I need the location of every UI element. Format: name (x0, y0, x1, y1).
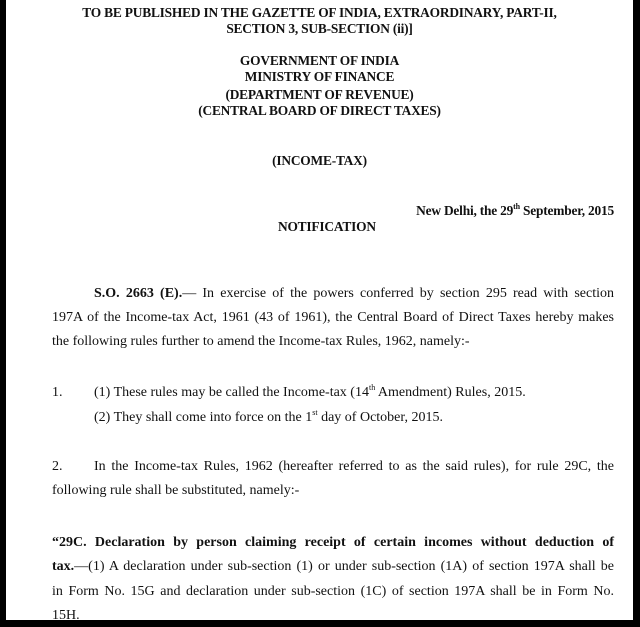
date-sup: th (513, 202, 520, 211)
item1-sub2-suffix: day of October, 2015. (317, 410, 443, 425)
gazette-heading-line2: SECTION 3, SUB-SECTION (ii)] (226, 21, 413, 36)
date-text-suffix: September, 2015 (519, 203, 614, 218)
rule29c-heading: “29C. Declaration by person claiming receipt of certain incomes without deduction of (52, 535, 614, 550)
item1-sub2-text: (2) They shall come into force on the 1 (94, 410, 313, 425)
rule29c-heading-end: tax. (52, 559, 75, 574)
document-page (6, 0, 633, 620)
notification-title: NOTIFICATION (278, 219, 376, 234)
item2-number: 2. (52, 459, 63, 474)
department-title: (DEPARTMENT OF REVENUE) (225, 87, 414, 102)
preamble-text: — In exercise of the powers conferred by section 295 read with section (182, 286, 614, 301)
date-text: New Delhi, the 29 (416, 203, 514, 218)
preamble-line2: 197A of the Income-tax Act, 1961 (43 of 1961), the Central Board of Direct Taxes hereby makes (52, 310, 614, 325)
gazette-heading-line1: TO BE PUBLISHED IN THE GAZETTE OF INDIA, EXTRAORDINARY, PART-II, (82, 5, 557, 20)
item1-sub1 (94, 385, 526, 401)
so-number: S.O. 2663 (E). (94, 286, 183, 301)
item1-number: 1. (52, 385, 63, 400)
board-title: (CENTRAL BOARD OF DIRECT TAXES) (198, 103, 441, 118)
item1-sub2 (94, 410, 443, 426)
preamble-line1 (94, 286, 614, 302)
item1-sub1-suffix: Amendment) Rules, 2015. (375, 385, 526, 400)
preamble-line3: the following rules further to amend the Income-tax Rules, 1962, namely:- (52, 334, 470, 349)
rule29c-text: —(1) A declaration under sub-section (1) or under sub-section (1A) of section 197A shall be (74, 559, 614, 574)
item1-sub1-sup: th (368, 383, 376, 392)
rule29c-line3: in Form No. 15G and declaration under sub-section (1C) of section 197A shall be in Form No. (52, 584, 614, 599)
rule29c-line2 (52, 559, 614, 575)
item2-line1: In the Income-tax Rules, 1962 (hereafter referred to as the said rules), for rule 29C, the (94, 459, 614, 474)
subject-title: (INCOME-TAX) (272, 153, 367, 168)
place-date (416, 203, 614, 219)
government-title: GOVERNMENT OF INDIA (239, 53, 400, 68)
rule29c-line4: 15H. (52, 608, 80, 620)
item1-sub1-text: (1) These rules may be called the Income-tax (14 (94, 385, 369, 400)
ministry-title: MINISTRY OF FINANCE (244, 69, 395, 84)
item1-sub2-sup: st (312, 408, 318, 417)
item2-line2: following rule shall be substituted, namely:- (52, 483, 300, 498)
